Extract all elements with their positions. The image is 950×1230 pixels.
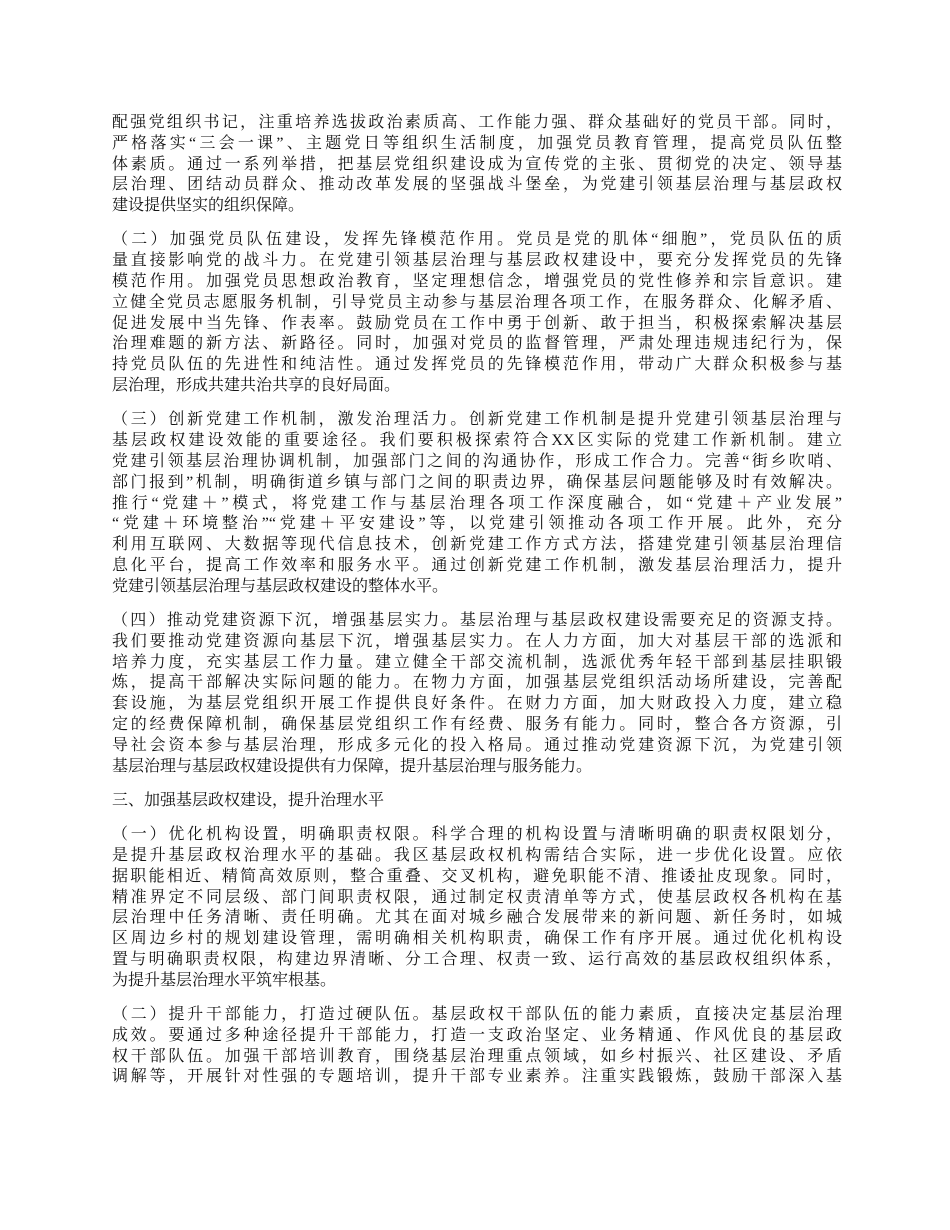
text-line: 体素质。通过一系列举措，把基层党组织建设成为宣传党的主张、贯彻党的决定、领导基 [112, 155, 842, 173]
text-line: 培养力度，充实基层工作力量。建立健全干部交流机制，选派优秀年轻干部到基层挂职锻 [112, 653, 842, 671]
text-line: 层治理，形成共建共治共享的良好局面。 [112, 377, 401, 395]
text-line: 权干部队伍。加强干部培训教育，围绕基层治理重点领域，如乡村振兴、社区建设、矛盾 [112, 1047, 842, 1065]
text-line: 精准界定不同层级、部门间职责权限，通过制定权责清单等方式，使基层政权各机构在基 [112, 888, 842, 906]
text-line: 成效。要通过多种途径提升干部能力，打造一支政治坚定、业务精通、作风优良的基层政 [112, 1026, 842, 1044]
text-line: 利用互联网、大数据等现代信息技术，创新党建工作方式方法，搭建党建引领基层治理信 [112, 536, 842, 554]
text-line: 建设提供坚实的组织保障。 [112, 197, 305, 215]
text-line: 党建引领基层治理与基层政权建设的整体水平。 [112, 577, 449, 595]
text-line: 持党员队伍的先进性和纯洁性。通过发挥党员的先锋模范作用，带动广大群众积极参与基 [112, 356, 842, 374]
text-line: （二）加强党员队伍建设，发挥先锋模范作用。党员是党的肌体“细胞”，党员队伍的质 [112, 231, 842, 249]
text-line: 是提升基层政权治理水平的基础。我区基层政权机构需结合实际，进一步优化设置。应依 [112, 847, 842, 864]
text-line: 党建引领基层治理协调机制，加强部门之间的沟通协作，形成工作合力。完善“街乡吹哨、 [112, 452, 842, 470]
text-line: 基层政权建设效能的重要途径。我们要积极探索符合XX区实际的党建工作新机制。建立 [112, 432, 842, 450]
text-line: 治理难题的新方法、新路径。同时，加强对党员的监督管理，严肃处理违规违纪行为，保 [112, 335, 842, 353]
paragraph [112, 410, 842, 597]
text-line: 立健全党员志愿服务机制，引导党员主动参与基层治理各项工作，在服务群众、化解矛盾、 [112, 293, 842, 311]
paragraph [112, 230, 842, 396]
paragraph [112, 825, 842, 991]
text-line: 量直接影响党的战斗力。在党建引领基层治理与基层政权建设中，要充分发挥党员的先锋 [112, 252, 842, 270]
text-line: 模范作用。加强党员思想政治教育，坚定理想信念，增强党员的党性修养和宗旨意识。建 [112, 273, 842, 291]
text-line: 区周边乡村的规划建设管理，需明确相关机构职责，确保工作有序开展。通过优化机构设 [112, 930, 842, 948]
text-line: 三、加强基层政权建设，提升治理水平 [112, 791, 385, 809]
text-line: 我们要推动党建资源向基层下沉，增强基层实力。在人力方面，加大对基层干部的选派和 [112, 632, 842, 650]
text-line: 息化平台，提高工作效率和服务水平。通过创新党建工作机制，激发基层治理活力，提升 [112, 556, 842, 574]
text-line: 推行“党建＋”模式，将党建工作与基层治理各项工作深度融合，如“党建＋产业发展” [112, 494, 842, 512]
text-line: 层治理、团结动员群众、推动改革发展的坚强战斗堡垒，为党建引领基层治理与基层政权 [112, 176, 842, 194]
document-page [112, 113, 842, 1102]
text-line: 层治理中任务清晰、责任明确。尤其在面对城乡融合发展带来的新问题、新任务时，如城 [112, 909, 842, 927]
text-line: 为提升基层治理水平筑牢根基。 [112, 971, 337, 989]
text-line: 导社会资本参与基层治理，形成多元化的投入格局。通过推动党建资源下沉，为党建引领 [112, 736, 842, 754]
text-line: 部门报到”机制，明确街道乡镇与部门之间的职责边界，确保基层问题能够及时有效解决。 [112, 473, 842, 491]
text-line: 配强党组织书记，注重培养选拔政治素质高、工作能力强、群众基础好的党员干部。同时， [112, 114, 842, 131]
text-line: 基层治理与基层政权建设提供有力保障，提升基层治理与服务能力。 [112, 757, 593, 775]
text-line: 套设施，为基层党组织开展工作提供良好条件。在财力方面，加大财政投入力度，建立稳 [112, 695, 842, 713]
text-line: （四）推动党建资源下沉，增强基层实力。基层治理与基层政权建设需要充足的资源支持。 [112, 612, 842, 630]
text-line: （一）优化机构设置，明确职责权限。科学合理的机构设置与清晰明确的职责权限划分， [112, 826, 842, 844]
text-line: “党建＋环境整治”“党建＋平安建设”等，以党建引领推动各项工作开展。此外，充分 [112, 515, 842, 533]
paragraph [112, 113, 842, 217]
text-line: 严格落实“三会一课”、主题党日等组织生活制度，加强党员教育管理，提高党员队伍整 [112, 134, 842, 152]
text-line: 置与明确职责权限，构建边界清晰、分工合理、权责一致、运行高效的基层政权组织体系， [112, 950, 842, 968]
text-line: 据职能相近、精简高效原则，整合重叠、交叉机构，避免职能不清、推诿扯皮现象。同时， [112, 867, 842, 885]
text-line: 调解等，开展针对性强的专题培训，提升干部专业素养。注重实践锻炼，鼓励干部深入基 [112, 1068, 842, 1086]
text-line: 炼，提高干部解决实际问题的能力。在物力方面，加强基层党组织活动场所建设，完善配 [112, 674, 842, 692]
paragraph [112, 611, 842, 777]
text-line: 促进发展中当先锋、作表率。鼓励党员在工作中勇于创新、敢于担当，积极探索解决基层 [112, 314, 842, 332]
section-heading [112, 791, 842, 812]
text-line: （三）创新党建工作机制，激发治理活力。创新党建工作机制是提升党建引领基层治理与 [112, 411, 842, 429]
paragraph [112, 1005, 842, 1088]
text-line: 定的经费保障机制，确保基层党组织工作有经费、服务有能力。同时，整合各方资源，引 [112, 716, 842, 734]
text-line: （二）提升干部能力，打造过硬队伍。基层政权干部队伍的能力素质，直接决定基层治理 [112, 1006, 842, 1024]
